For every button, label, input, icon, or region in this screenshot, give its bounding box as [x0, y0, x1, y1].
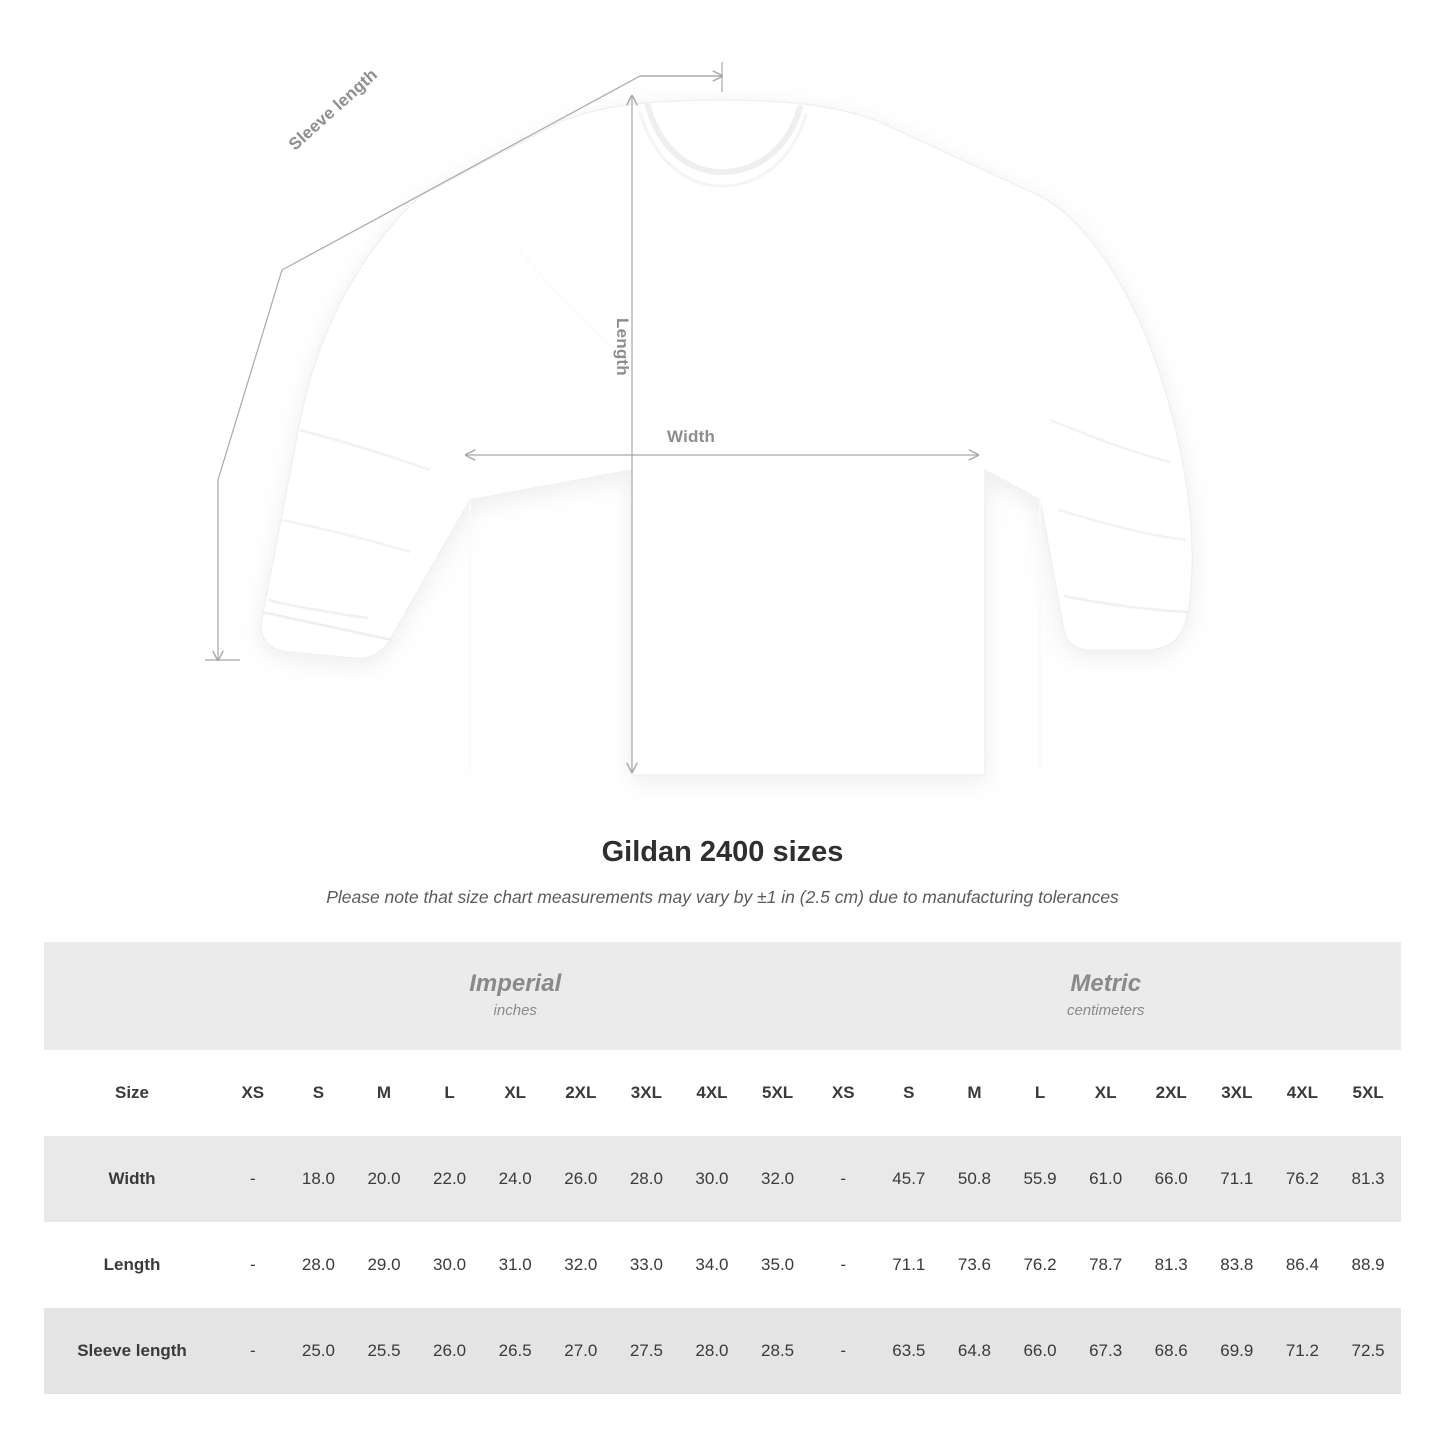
cell-sleeve-imperial-2xl: 27.0 [548, 1308, 614, 1394]
table-row [44, 1308, 1401, 1394]
imperial-unit-header [220, 942, 810, 1050]
col-header-3xl-metric: 3XL [1204, 1050, 1270, 1136]
cell-sleeve-imperial-xl: 26.5 [482, 1308, 548, 1394]
width-dimension-label: Width [667, 427, 716, 446]
cell-length-metric-4xl: 86.4 [1270, 1222, 1336, 1308]
cell-width-imperial-s: 18.0 [286, 1136, 352, 1222]
cell-width-imperial-xl: 24.0 [482, 1136, 548, 1222]
col-header-s-metric: S [876, 1050, 942, 1136]
cell-width-imperial-3xl: 28.0 [614, 1136, 680, 1222]
cell-length-metric-m: 73.6 [942, 1222, 1008, 1308]
cell-sleeve-imperial-m: 25.5 [351, 1308, 417, 1394]
col-header-l-metric: L [1007, 1050, 1073, 1136]
cell-length-imperial-l: 30.0 [417, 1222, 483, 1308]
cell-sleeve-metric-3xl: 69.9 [1204, 1308, 1270, 1394]
imperial-sub-label: inches [493, 1002, 537, 1019]
size-table-wrap [44, 942, 1401, 1394]
col-header-4xl-imperial: 4XL [679, 1050, 745, 1136]
shirt-shape [261, 100, 1192, 775]
page-title: Gildan 2400 sizes [601, 836, 844, 868]
cell-length-metric-l: 76.2 [1007, 1222, 1073, 1308]
metric-label: Metric [1070, 970, 1142, 997]
cell-width-imperial-l: 22.0 [417, 1136, 483, 1222]
col-header-m-imperial: M [351, 1050, 417, 1136]
size-table [44, 942, 1401, 1394]
cell-length-imperial-3xl: 33.0 [614, 1222, 680, 1308]
imperial-label: Imperial [469, 970, 562, 997]
col-header-3xl-imperial: 3XL [614, 1050, 680, 1136]
col-header-s-imperial: S [286, 1050, 352, 1136]
cell-width-imperial-xs: - [220, 1136, 286, 1222]
cell-length-metric-s: 71.1 [876, 1222, 942, 1308]
cell-width-metric-2xl: 66.0 [1138, 1136, 1204, 1222]
tolerance-note: Please note that size chart measurements may vary by ±1 in (2.5 cm) due to manufacturing tolerances [326, 887, 1119, 907]
col-header-5xl-imperial: 5XL [745, 1050, 811, 1136]
cell-sleeve-metric-xs: - [810, 1308, 876, 1394]
row-label-width: Width [44, 1136, 220, 1222]
metric-unit-header [810, 942, 1401, 1050]
col-header-xl-imperial: XL [482, 1050, 548, 1136]
title-block [0, 836, 1445, 908]
cell-sleeve-imperial-5xl: 28.5 [745, 1308, 811, 1394]
cell-width-metric-3xl: 71.1 [1204, 1136, 1270, 1222]
cell-length-imperial-2xl: 32.0 [548, 1222, 614, 1308]
table-row [44, 1136, 1401, 1222]
cell-width-imperial-5xl: 32.0 [745, 1136, 811, 1222]
cell-length-imperial-5xl: 35.0 [745, 1222, 811, 1308]
metric-sub-label: centimeters [1066, 1002, 1145, 1019]
units-row [44, 942, 1401, 1050]
cell-width-metric-5xl: 81.3 [1335, 1136, 1401, 1222]
col-header-5xl-metric: 5XL [1335, 1050, 1401, 1136]
col-header-2xl-imperial: 2XL [548, 1050, 614, 1136]
cell-sleeve-metric-2xl: 68.6 [1138, 1308, 1204, 1394]
cell-length-imperial-xs: - [220, 1222, 286, 1308]
cell-length-metric-xl: 78.7 [1073, 1222, 1139, 1308]
col-header-l-imperial: L [417, 1050, 483, 1136]
col-header-xl-metric: XL [1073, 1050, 1139, 1136]
cell-sleeve-imperial-4xl: 28.0 [679, 1308, 745, 1394]
cell-length-metric-5xl: 88.9 [1335, 1222, 1401, 1308]
cell-sleeve-metric-5xl: 72.5 [1335, 1308, 1401, 1394]
cell-sleeve-metric-xl: 67.3 [1073, 1308, 1139, 1394]
col-header-xs-imperial: XS [220, 1050, 286, 1136]
cell-width-metric-m: 50.8 [942, 1136, 1008, 1222]
cell-width-metric-l: 55.9 [1007, 1136, 1073, 1222]
length-dimension-label: Length [613, 318, 632, 376]
cell-sleeve-imperial-xs: - [220, 1308, 286, 1394]
cell-sleeve-metric-s: 63.5 [876, 1308, 942, 1394]
row-label-length: Length [44, 1222, 220, 1308]
table-header-row [44, 1050, 1401, 1136]
cell-width-imperial-4xl: 30.0 [679, 1136, 745, 1222]
row-label-sleeve-length: Sleeve length [44, 1308, 220, 1394]
cell-width-metric-s: 45.7 [876, 1136, 942, 1222]
units-spacer [44, 942, 220, 1050]
sleeve-length-dimension-label: Sleeve length [285, 64, 382, 155]
size-column-header: Size [44, 1050, 220, 1136]
cell-length-metric-3xl: 83.8 [1204, 1222, 1270, 1308]
cell-sleeve-imperial-s: 25.0 [286, 1308, 352, 1394]
cell-width-metric-4xl: 76.2 [1270, 1136, 1336, 1222]
col-header-m-metric: M [942, 1050, 1008, 1136]
cell-length-imperial-s: 28.0 [286, 1222, 352, 1308]
cell-sleeve-metric-m: 64.8 [942, 1308, 1008, 1394]
cell-sleeve-imperial-l: 26.0 [417, 1308, 483, 1394]
col-header-2xl-metric: 2XL [1138, 1050, 1204, 1136]
cell-length-metric-2xl: 81.3 [1138, 1222, 1204, 1308]
cell-length-imperial-xl: 31.0 [482, 1222, 548, 1308]
cell-length-imperial-m: 29.0 [351, 1222, 417, 1308]
cell-sleeve-imperial-3xl: 27.5 [614, 1308, 680, 1394]
col-header-4xl-metric: 4XL [1270, 1050, 1336, 1136]
table-row [44, 1222, 1401, 1308]
cell-length-imperial-4xl: 34.0 [679, 1222, 745, 1308]
cell-length-metric-xs: - [810, 1222, 876, 1308]
col-header-xs-metric: XS [810, 1050, 876, 1136]
cell-width-imperial-2xl: 26.0 [548, 1136, 614, 1222]
cell-width-imperial-m: 20.0 [351, 1136, 417, 1222]
cell-width-metric-xl: 61.0 [1073, 1136, 1139, 1222]
cell-sleeve-metric-l: 66.0 [1007, 1308, 1073, 1394]
cell-sleeve-metric-4xl: 71.2 [1270, 1308, 1336, 1394]
cell-width-metric-xs: - [810, 1136, 876, 1222]
